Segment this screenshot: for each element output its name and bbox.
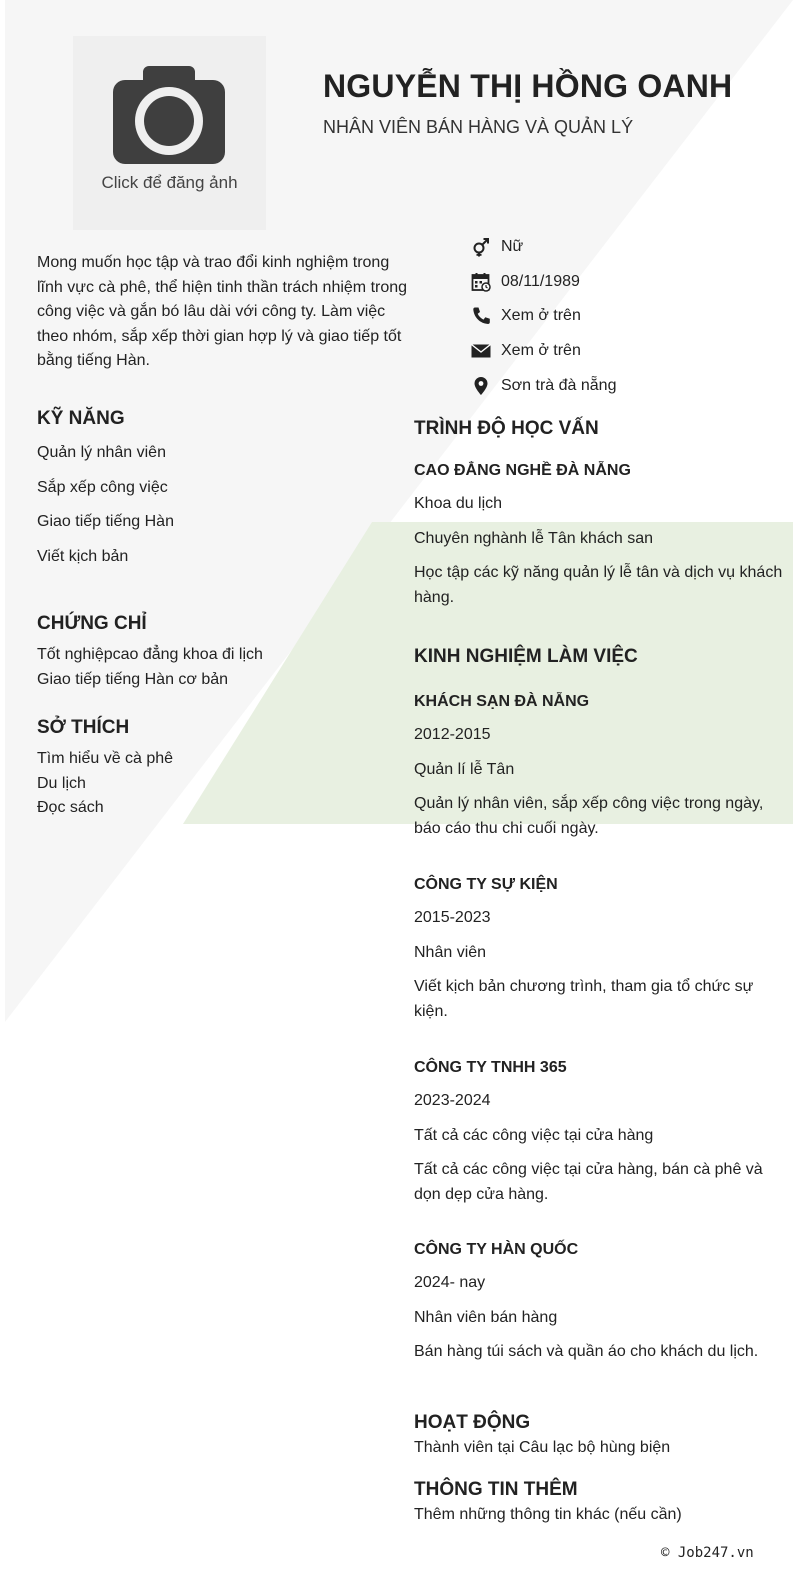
- contact-phone-value: Xem ở trên: [501, 307, 581, 325]
- activities-title: HOẠT ĐỘNG: [414, 1412, 531, 1433]
- envelope-icon: [470, 340, 492, 362]
- contact-email: [470, 334, 616, 369]
- job-description: Quản lý nhân viên, sắp xếp công việc trong ngày, báo cáo thu chi cuối ngày.: [414, 795, 764, 837]
- skill-item: Viết kịch bản: [37, 547, 129, 565]
- job-company: CÔNG TY SỰ KIỆN: [414, 876, 558, 893]
- certificates-title: CHỨNG CHỈ: [37, 613, 147, 634]
- hobby-item: Du lịch: [37, 774, 86, 792]
- avatar-upload[interactable]: [73, 36, 266, 230]
- contact-gender-value: Nữ: [501, 238, 524, 256]
- job-entry: [414, 876, 784, 1024]
- experience-title: KINH NGHIỆM LÀM VIỆC: [414, 646, 638, 667]
- education-description: Học tập các kỹ năng quản lý lễ tân và dịch vụ khách hàng.: [414, 564, 783, 606]
- job-period: 2024- nay: [414, 1274, 486, 1291]
- job-position: Tất cả các công việc tại cửa hàng: [414, 1126, 654, 1144]
- camera-icon: [111, 64, 227, 166]
- hobby-item: Tìm hiểu về cà phê: [37, 750, 174, 767]
- job-position: Nhân viên bán hàng: [414, 1308, 558, 1326]
- certificate-item: Tốt nghiệpcao đẳng khoa đi lịch: [37, 646, 263, 663]
- contact-phone: [470, 299, 616, 334]
- phone-icon: [470, 305, 492, 327]
- contact-gender: [470, 230, 616, 265]
- education-title: TRÌNH ĐỘ HỌC VẤN: [414, 418, 599, 439]
- skills-section: [37, 408, 377, 574]
- activities-section: [414, 1412, 784, 1461]
- job-company: CÔNG TY TNHH 365: [414, 1059, 567, 1076]
- candidate-name: NGUYỄN THỊ HỒNG OANH: [323, 68, 733, 104]
- education-school: CAO ĐẲNG NGHỀ ĐÀ NẴNG: [414, 462, 631, 479]
- education-major: Chuyên nghành lễ Tân khách san: [414, 529, 653, 547]
- education-section: [414, 418, 784, 610]
- activities-text: Thành viên tại Câu lạc bộ hùng biện: [414, 1439, 671, 1456]
- gender-icon: [470, 236, 492, 258]
- job-position: Quản lí lễ Tân: [414, 760, 515, 778]
- skill-item: Sắp xếp công việc: [37, 478, 168, 496]
- job-description: Tất cả các công việc tại cửa hàng, bán cà phê và dọn dẹp cửa hàng.: [414, 1161, 763, 1203]
- location-pin-icon: [470, 375, 492, 397]
- job-company: CÔNG TY HÀN QUỐC: [414, 1241, 579, 1258]
- contact-email-value: Xem ở trên: [501, 342, 581, 360]
- contact-birthdate-value: 08/11/1989: [501, 272, 580, 290]
- hobby-item: Đọc sách: [37, 799, 104, 816]
- job-entry: [414, 693, 784, 841]
- contact-address-value: Sơn trà đà nẵng: [501, 376, 617, 394]
- certificates-section: [37, 613, 377, 692]
- skill-item: Giao tiếp tiếng Hàn: [37, 513, 174, 531]
- job-period: 2012-2015: [414, 726, 491, 743]
- job-period: 2023-2024: [414, 1092, 491, 1109]
- career-objective: Mong muốn học tập và trao đổi kinh nghiệm trong lĩnh vực cà phê, thể hiện tinh thần trách nhiệm trong công việc và gắn bó lâu dài với công ty. Làm việc theo nhóm, sắp xếp thời gian hợp lý và giao tiếp tốt bằng tiếng Hàn.: [37, 254, 408, 369]
- job-position: Nhân viên: [414, 943, 487, 961]
- contact-birthdate: [470, 265, 616, 300]
- contact-address: [470, 368, 616, 403]
- candidate-title: NHÂN VIÊN BÁN HÀNG VÀ QUẢN LÝ: [323, 117, 634, 137]
- job-description: Bán hàng túi sách và quần áo cho khách du lịch.: [414, 1343, 759, 1360]
- extra-info-section: [414, 1479, 784, 1528]
- extra-info-title: THÔNG TIN THÊM: [414, 1479, 578, 1500]
- hobbies-section: [37, 717, 377, 821]
- education-faculty: Khoa du lịch: [414, 495, 503, 512]
- hobbies-title: SỞ THÍCH: [37, 717, 130, 738]
- skill-item: Quản lý nhân viên: [37, 444, 166, 461]
- avatar-upload-label: Click để đăng ảnh: [101, 173, 238, 192]
- job-company: KHÁCH SẠN ĐÀ NẴNG: [414, 693, 590, 710]
- extra-info-text: Thêm những thông tin khác (nếu cần): [414, 1506, 682, 1523]
- job-description: Viết kịch bản chương trình, tham gia tổ chức sự kiện.: [414, 978, 754, 1020]
- contact-info: [470, 230, 616, 403]
- job-entry: [414, 1241, 784, 1365]
- calendar-icon: [470, 271, 492, 293]
- experience-section: [414, 646, 784, 668]
- job-period: 2015-2023: [414, 909, 491, 926]
- skills-title: KỸ NĂNG: [37, 408, 125, 429]
- job-entry: [414, 1059, 784, 1207]
- footer-copyright: © Job247.vn: [661, 1545, 754, 1561]
- certificate-item: Giao tiếp tiếng Hàn cơ bản: [37, 670, 229, 688]
